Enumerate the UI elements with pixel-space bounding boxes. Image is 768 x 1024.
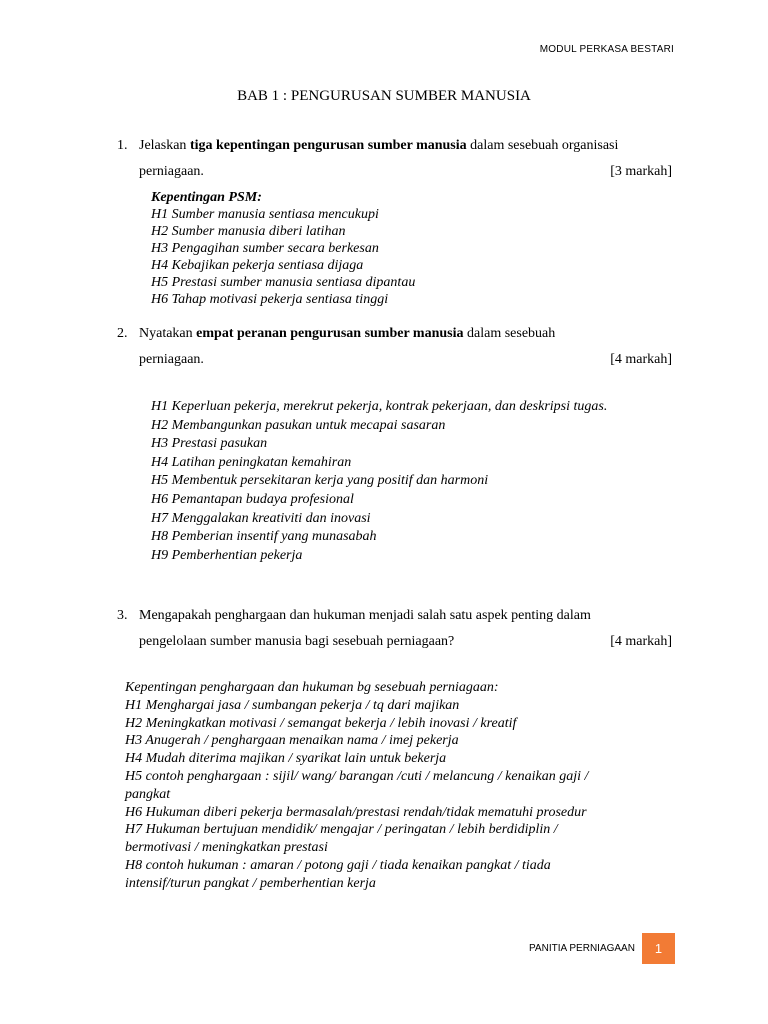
list-item: H8 Pemberian insentif yang munasabah [151,529,377,545]
list-item: H6 Hukuman diberi pekerja bermasalah/prestasi rendah/tidak mematuhi prosedur [125,804,587,820]
list-item: H4 Mudah diterima majikan / syarikat lain untuk bekerja [125,751,447,767]
list-item: H1 Keperluan pekerja, merekrut pekerja, kontrak pekerjaan, dan deskripsi tugas. [151,399,608,414]
list-item: H3 Anugerah / penghargaan menaikan nama / imej pekerja [125,733,459,749]
marks-label: [4 markah] [610,634,672,649]
list-item: intensif/turun pangkat / pemberhentian kerja [125,875,376,891]
marks-label: [3 markah] [610,164,672,179]
list-item: H5 contoh penghargaan : sijil/ wang/ barangan /cuti / melancung / kenaikan gaji / [125,768,589,784]
list-item: pangkat [125,786,171,802]
list-item: H9 Pemberhentian pekerja [151,547,303,563]
chapter-title: BAB 1 : PENGURUSAN SUMBER MANUSIA [237,88,531,104]
question-text-line2: pengelolaan sumber manusia bagi sesebuah perniagaan? [139,634,455,649]
question-text: Mengapakah penghargaan dan hukuman menjadi salah satu aspek penting dalam [139,608,591,623]
list-item: H2 Membangunkan pasukan untuk mecapai sasaran [151,417,446,433]
list-item: H5 Membentuk persekitaran kerja yang positif dan harmoni [151,473,489,489]
marks-label: [4 markah] [610,352,672,367]
list-item: H4 Kebajikan pekerja sentiasa dijaga [151,258,364,273]
question-text-line2: perniagaan. [139,164,204,179]
list-item: H2 Meningkatkan motivasi / semangat bekerja / lebih inovasi / kreatif [125,715,517,731]
question-text-line2: perniagaan. [139,352,204,367]
list-item: H5 Prestasi sumber manusia sentiasa dipantau [151,275,416,290]
question-number: 3. [117,608,128,623]
page-number: 1 [642,933,675,964]
footer-label: PANITIA PERNIAGAAN [529,943,635,954]
page-header: MODUL PERKASA BESTARI [539,44,674,55]
list-item: H1 Sumber manusia sentiasa mencukupi [151,207,379,222]
list-item: H7 Hukuman bertujuan mendidik/ mengajar / peringatan / lebih berdidiplin / [125,822,558,838]
list-item: H2 Sumber manusia diberi latihan [151,224,346,239]
answer-list-3 [125,679,588,893]
list-item: Kepentingan penghargaan dan hukuman bg sesebuah perniagaan: [125,680,499,695]
list-item: H3 Prestasi pasukan [151,436,268,452]
list-item: H4 Latihan peningkatan kemahiran [151,454,352,470]
question-text: Nyatakan empat peranan pengurusan sumber manusia dalam sesebuah [139,326,556,341]
list-item: H6 Pemantapan budaya profesional [151,491,354,507]
list-item: H1 Menghargai jasa / sumbangan pekerja / tq dari majikan [125,697,460,713]
answer-heading: Kepentingan PSM: [151,190,262,205]
question-number: 2. [117,326,128,341]
list-item: H7 Menggalakan kreativiti dan inovasi [151,510,371,526]
question-number: 1. [117,138,128,153]
list-item: H3 Pengagihan sumber secara berkesan [151,241,379,256]
answer-list-1 [151,189,415,308]
list-item: H6 Tahap motivasi pekerja sentiasa tinggi [151,292,389,307]
list-item: H8 contoh hukuman : amaran / potong gaji / tiada kenaikan pangkat / tiada [125,857,551,873]
answer-list-2 [151,398,607,565]
list-item: bermotivasi / meningkatkan prestasi [125,840,328,856]
question-text: Jelaskan tiga kepentingan pengurusan sumber manusia dalam sesebuah organisasi [139,138,619,153]
